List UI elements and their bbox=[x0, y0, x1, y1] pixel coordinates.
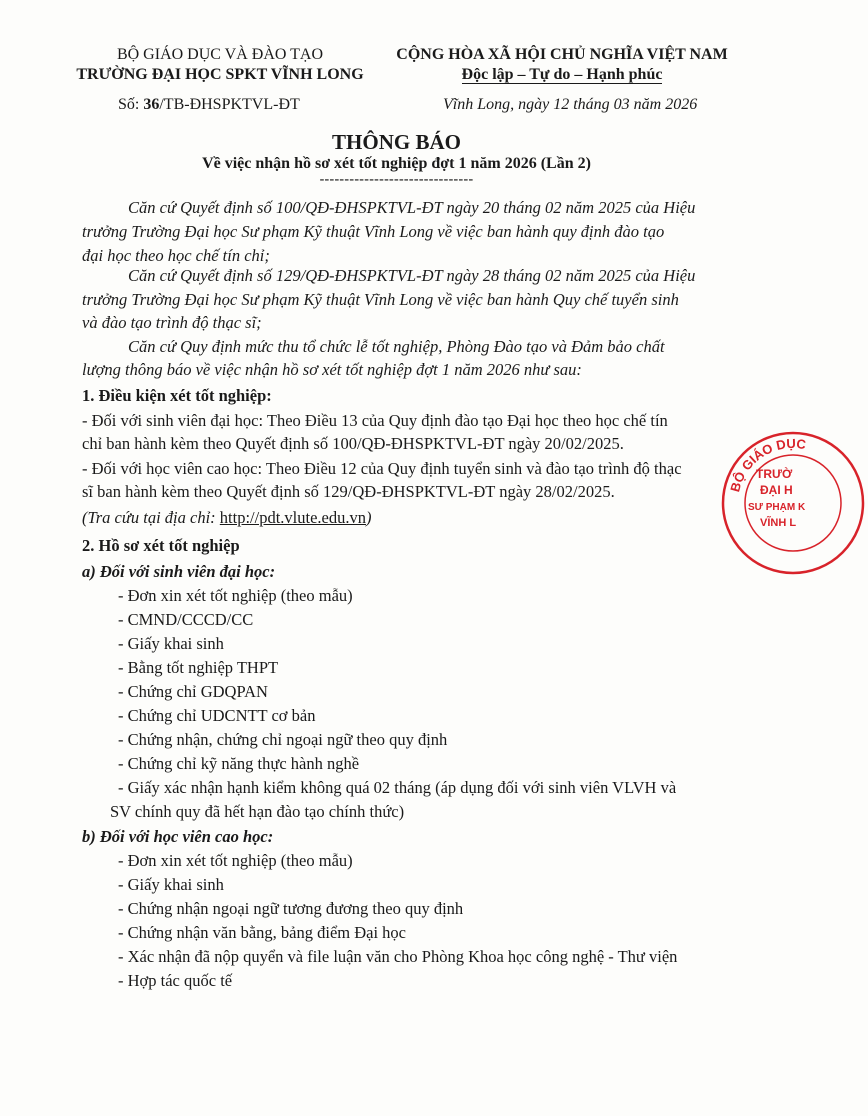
preamble-2-line-1: Căn cứ Quyết định số 129/QĐ-ĐHSPKTVL-ĐT ngày 28 tháng 02 năm 2025 của Hiệu bbox=[128, 266, 696, 285]
list-item: - Xác nhận đã nộp quyển và file luận văn cho Phòng Khoa học công nghệ - Thư viện bbox=[118, 947, 678, 966]
list-item: - Đơn xin xét tốt nghiệp (theo mẫu) bbox=[118, 851, 353, 870]
list-item: - Chứng nhận, chứng chỉ ngoại ngữ theo quy định bbox=[118, 730, 448, 749]
university-name: TRƯỜNG ĐẠI HỌC SPKT VĨNH LONG bbox=[76, 66, 364, 83]
lookup-suffix: ) bbox=[366, 508, 372, 527]
list-item: - Chứng nhận ngoại ngữ tương đương theo quy định bbox=[118, 899, 464, 918]
lookup-prefix: (Tra cứu tại địa chỉ: bbox=[82, 508, 220, 527]
list-item: - Chứng chỉ GDQPAN bbox=[118, 682, 268, 701]
list-item: - Hợp tác quốc tế bbox=[118, 971, 233, 990]
condition-undergrad-line-2: chỉ ban hành kèm theo Quyết định số 100/QĐ-ĐHSPKTVL-ĐT ngày 20/02/2025. bbox=[82, 434, 624, 453]
section-2a-heading: a) Đối với sinh viên đại học: bbox=[82, 562, 276, 581]
condition-undergrad-line-1: - Đối với sinh viên đại học: Theo Điều 13 của Quy định đào tạo Đại học theo học chế tín bbox=[82, 411, 668, 430]
seal-line-2: ĐẠI H bbox=[760, 483, 793, 497]
doc-number-value: 36 bbox=[143, 96, 160, 113]
preamble-1-line-1: Căn cứ Quyết định số 100/QĐ-ĐHSPKTVL-ĐT ngày 20 tháng 02 năm 2025 của Hiệu bbox=[128, 198, 696, 217]
seal-outer-text: BỘ GIÁO DỤC bbox=[727, 435, 807, 494]
lookup-link[interactable]: http://pdt.vlute.edu.vn bbox=[219, 508, 366, 527]
preamble-1-line-2: trưởng Trường Đại học Sư phạm Kỹ thuật Vĩnh Long về việc ban hành quy định đào tạo bbox=[82, 222, 665, 241]
list-item: - Chứng chỉ UDCNTT cơ bản bbox=[118, 706, 316, 725]
ministry-name: BỘ GIÁO DỤC VÀ ĐÀO TẠO bbox=[116, 46, 324, 63]
preamble-2-line-2: trưởng Trường Đại học Sư phạm Kỹ thuật Vĩnh Long về việc ban hành Quy chế tuyển sinh bbox=[82, 290, 679, 309]
document-number bbox=[118, 96, 300, 114]
list-item: - Chứng chỉ kỹ năng thực hành nghề bbox=[118, 754, 360, 773]
title-divider: ------------------------------- bbox=[319, 172, 474, 187]
page-title: THÔNG BÁO bbox=[332, 130, 461, 154]
list-item: - CMND/CCCD/CC bbox=[118, 610, 254, 629]
doc-number-prefix: Số: bbox=[118, 96, 144, 113]
list-item: - Giấy khai sinh bbox=[118, 875, 224, 894]
list-item-conduct-line-2: SV chính quy đã hết hạn đào tạo chính thức) bbox=[110, 802, 405, 821]
preamble-2-line-3: và đào tạo trình độ thạc sĩ; bbox=[82, 313, 262, 332]
section-2-heading: 2. Hồ sơ xét tốt nghiệp bbox=[82, 536, 240, 555]
list-item: - Giấy khai sinh bbox=[118, 634, 224, 653]
condition-graduate-line-1: - Đối với học viên cao học: Theo Điều 12 của Quy định tuyển sinh và đào tạo trình độ thạc bbox=[82, 459, 682, 478]
list-item: - Chứng nhận văn bằng, bảng điểm Đại học bbox=[118, 923, 407, 942]
condition-graduate-line-2: sĩ ban hành kèm theo Quyết định số 129/QĐ-ĐHSPKTVL-ĐT ngày 28/02/2025. bbox=[82, 482, 615, 501]
official-seal-stamp bbox=[718, 428, 868, 578]
seal-line-4: VĨNH L bbox=[760, 517, 797, 529]
seal-icon bbox=[718, 428, 868, 578]
motto-text: Độc lập – Tự do – Hạnh phúc bbox=[461, 66, 663, 83]
lookup-note bbox=[82, 506, 372, 530]
page-subtitle: Về việc nhận hồ sơ xét tốt nghiệp đợt 1 năm 2026 (Lần 2) bbox=[202, 155, 591, 172]
preamble-3-line-2: lượng thông báo về việc nhận hồ sơ xét tốt nghiệp đợt 1 năm 2026 như sau: bbox=[82, 360, 582, 379]
list-item: - Bằng tốt nghiệp THPT bbox=[118, 658, 279, 677]
section-1-heading: 1. Điều kiện xét tốt nghiệp: bbox=[82, 386, 272, 405]
list-item: - Đơn xin xét tốt nghiệp (theo mẫu) bbox=[118, 586, 353, 605]
republic-name: CỘNG HÒA XÃ HỘI CHỦ NGHĨA VIỆT NAM bbox=[396, 46, 728, 63]
section-2b-heading: b) Đối với học viên cao học: bbox=[82, 827, 274, 846]
place-date: Vĩnh Long, ngày 12 tháng 03 năm 2026 bbox=[443, 96, 698, 113]
list-item-conduct-line-1: - Giấy xác nhận hạnh kiểm không quá 02 tháng (áp dụng đối với sinh viên VLVH và bbox=[118, 778, 677, 797]
seal-line-3: SƯ PHẠM K bbox=[748, 502, 806, 513]
national-motto bbox=[382, 66, 742, 84]
preamble-1-line-3: đại học theo học chế tín chỉ; bbox=[82, 246, 270, 265]
seal-line-1: TRƯỜ bbox=[756, 467, 793, 481]
doc-number-suffix: /TB-ĐHSPKTVL-ĐT bbox=[159, 96, 300, 113]
preamble-3-line-1: Căn cứ Quy định mức thu tổ chức lễ tốt nghiệp, Phòng Đào tạo và Đảm bảo chất bbox=[128, 337, 665, 356]
